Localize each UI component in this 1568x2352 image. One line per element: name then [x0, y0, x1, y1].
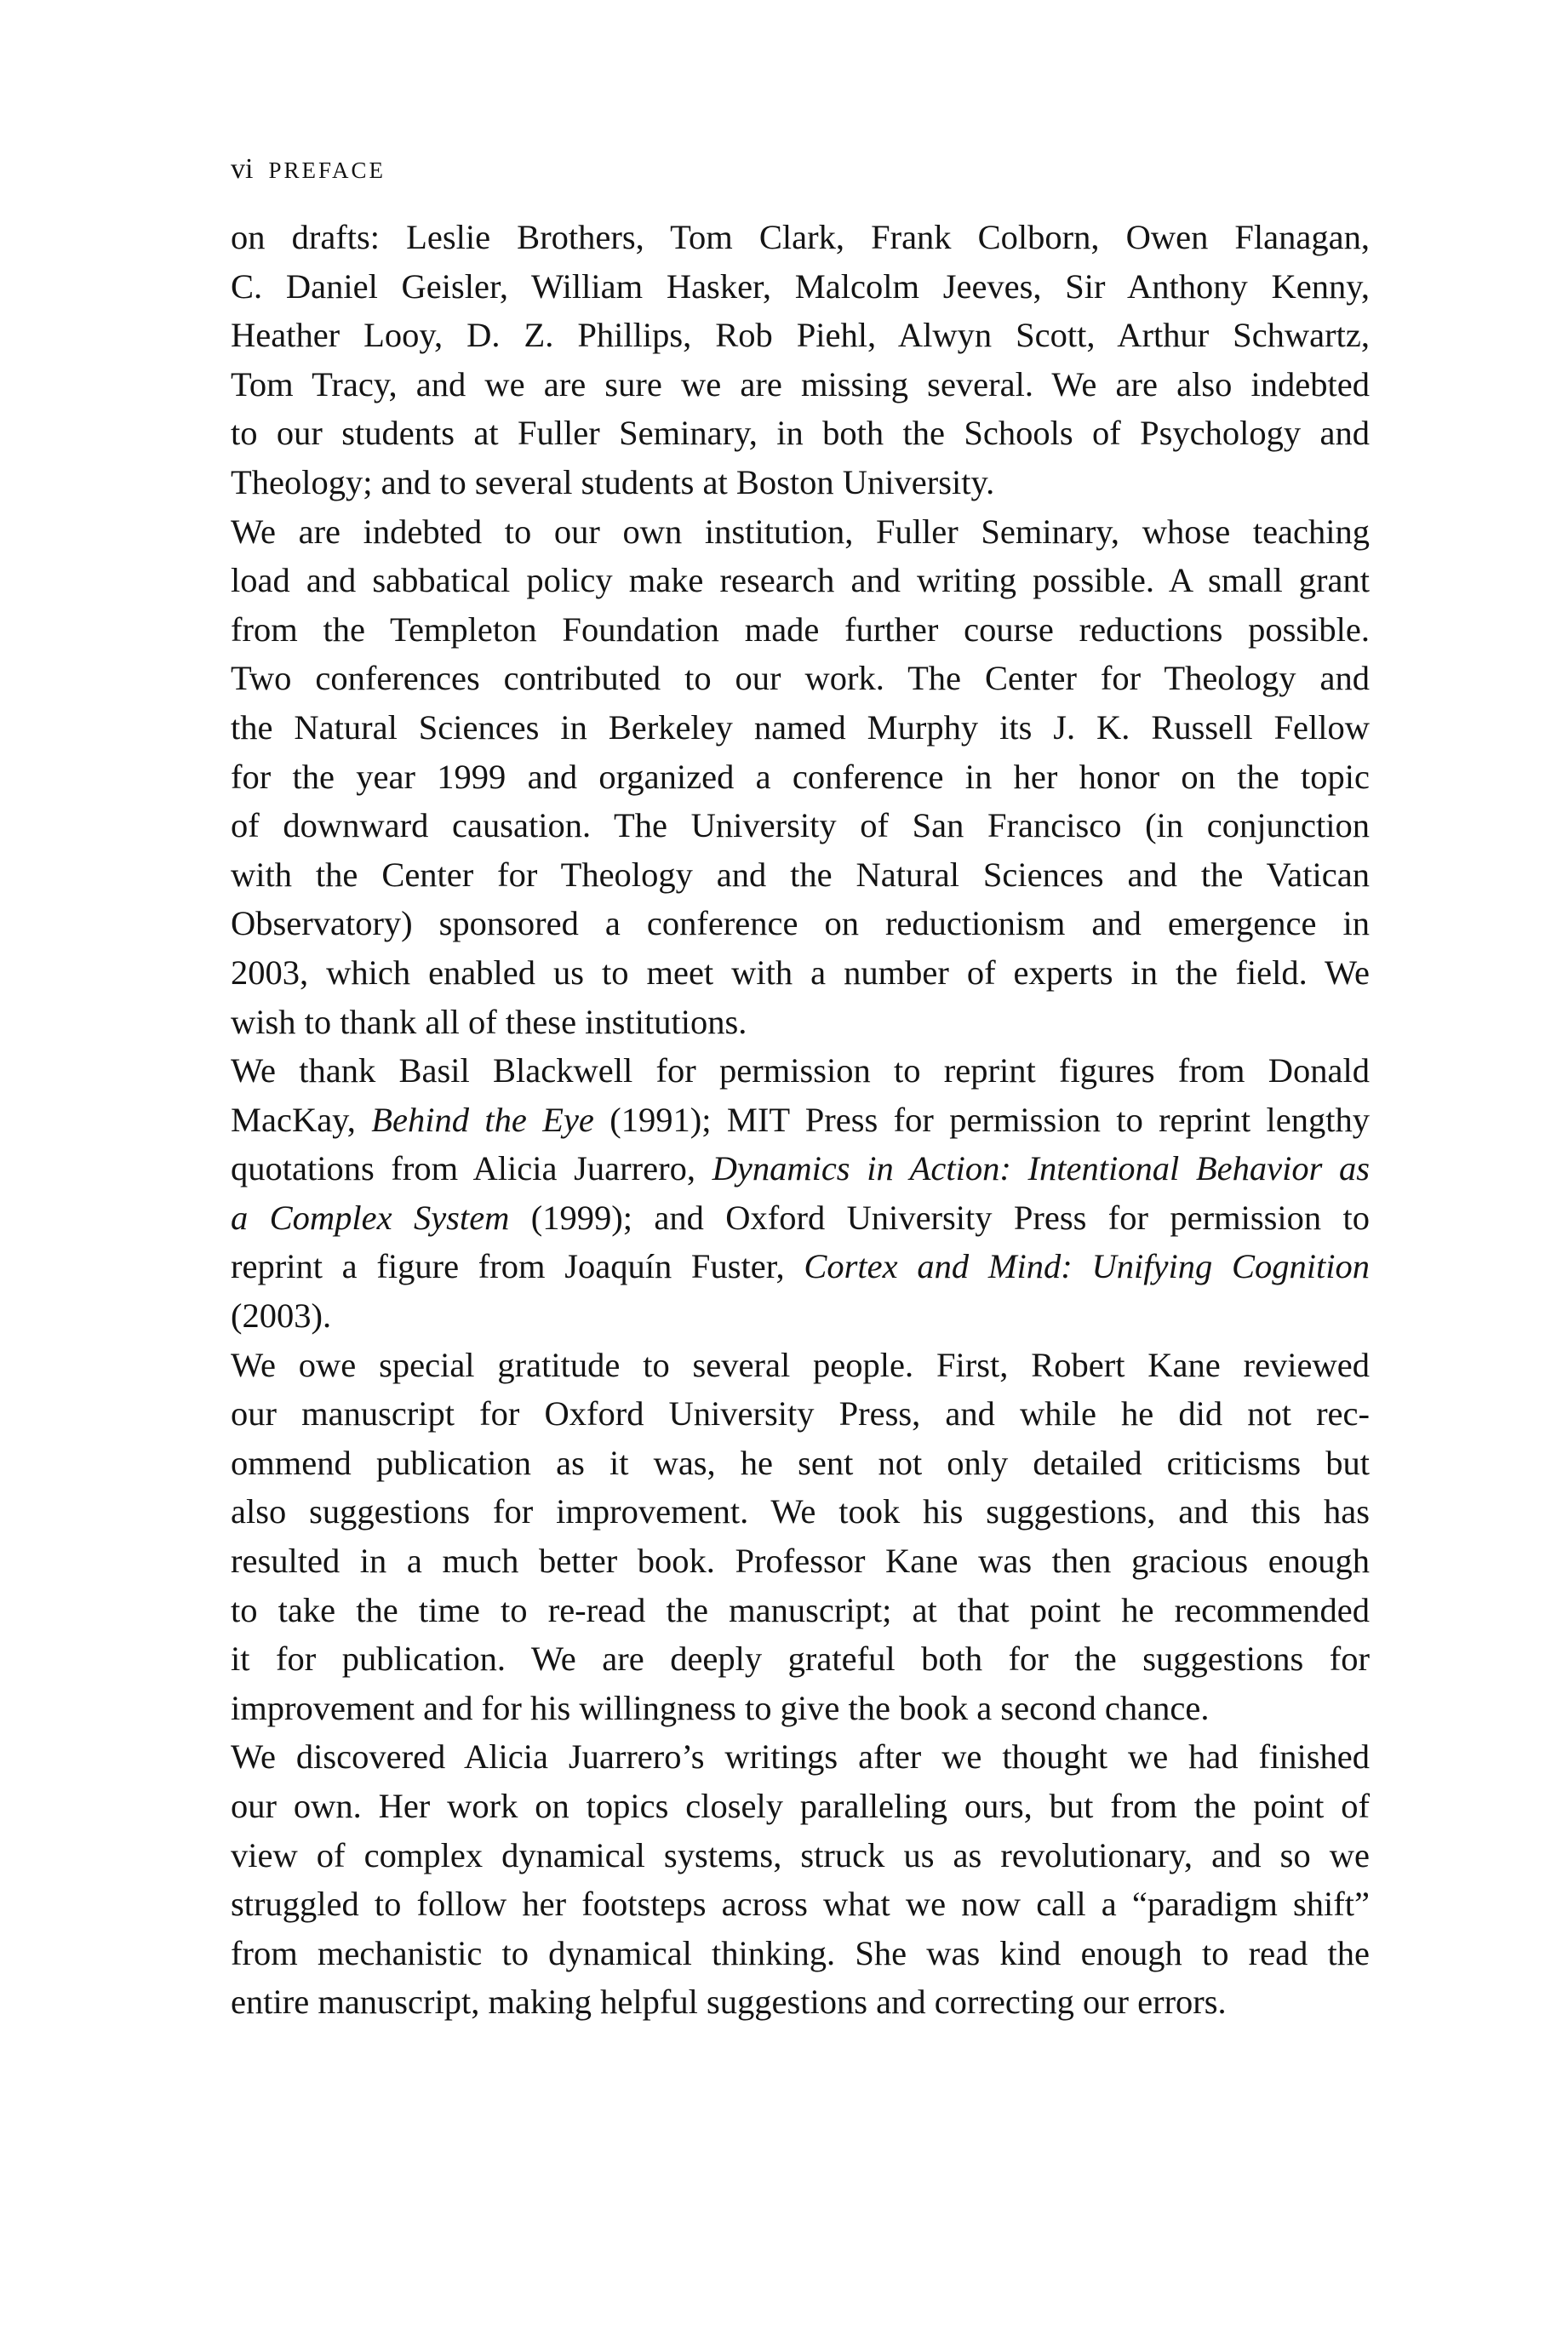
- text-line: (2003).: [231, 1296, 332, 1336]
- paragraph-acknowledgments-readers: [231, 213, 1370, 507]
- text-line: struggled to follow her footsteps across what we now call a “paradigm shift”: [231, 1885, 1370, 1924]
- text-line: improvement and for his willingness to give the book a second chance.: [231, 1688, 1210, 1727]
- text-line: from the Templeton Foundation made further course reductions possible.: [231, 609, 1370, 649]
- text-line: Theology; and to several students at Boston University.: [231, 462, 995, 501]
- italic-book-title: a Complex System: [231, 1198, 510, 1237]
- text-line: We thank Basil Blackwell for permission to reprint figures from Donald: [231, 1051, 1370, 1090]
- text-line: Heather Looy, D. Z. Phillips, Rob Piehl, Alwyn Scott, Arthur Schwartz,: [231, 316, 1370, 355]
- text-line: ommend publication as it was, he sent not only detailed criticisms but: [231, 1443, 1370, 1482]
- body-text: [231, 213, 1370, 2027]
- text-line: resulted in a much better book. Professor Kane was then gracious enough: [231, 1542, 1370, 1581]
- text-line: it for publication. We are deeply grateful both for the suggestions for: [231, 1640, 1370, 1679]
- text-line: a Complex System (1999); and Oxford University Press for permission to: [231, 1198, 1370, 1237]
- text-line: load and sabbatical policy make research and writing possible. A small grant: [231, 561, 1370, 600]
- italic-book-title: Behind the Eye: [371, 1100, 594, 1139]
- text-line: also suggestions for improvement. We took his suggestions, and this has: [231, 1492, 1370, 1531]
- text-line: to take the time to re-read the manuscript; at that point he recommended: [231, 1590, 1370, 1629]
- text-line: our own. Her work on topics closely paralleling ours, but from the point of: [231, 1787, 1370, 1825]
- italic-book-title: Dynamics in Action: Intentional Behavior as: [712, 1149, 1370, 1188]
- page-number: vi: [231, 153, 254, 185]
- text-line: the Natural Sciences in Berkeley named Murphy its J. K. Russell Fellow: [231, 707, 1370, 747]
- text-line: our manuscript for Oxford University Press, and while he did not rec-: [231, 1394, 1370, 1434]
- paragraph-kane: [231, 1341, 1370, 1733]
- text-line: Observatory) sponsored a conference on reductionism and emergence in: [231, 904, 1370, 943]
- text-line: Two conferences contributed to our work. The Center for Theology and: [231, 659, 1370, 698]
- text-line: entire manuscript, making helpful suggestions and correcting our errors.: [231, 1983, 1227, 2022]
- text-line: with the Center for Theology and the Natural Sciences and the Vatican: [231, 855, 1370, 894]
- italic-book-title: Cortex and Mind: Unifying Cognition: [804, 1247, 1370, 1286]
- text-line: MacKay, Behind the Eye (1991); MIT Press for permission to reprint lengthy: [231, 1100, 1370, 1139]
- text-line: quotations from Alicia Juarrero, Dynamics in Action: Intentional Behavior as: [231, 1149, 1370, 1188]
- text-line: reprint a figure from Joaquín Fuster, Cortex and Mind: Unifying Cognition: [231, 1247, 1370, 1286]
- text-line: Tom Tracy, and we are sure we are missing several. We are also indebted: [231, 364, 1370, 403]
- text-line: of downward causation. The University of San Francisco (in conjunction: [231, 806, 1370, 845]
- text-line: wish to thank all of these institutions.: [231, 1002, 747, 1041]
- running-head-title: PREFACE: [268, 157, 386, 183]
- text-line: to our students at Fuller Seminary, in both the Schools of Psychology and: [231, 414, 1370, 453]
- text-line: view of complex dynamical systems, struck us as revolutionary, and so we: [231, 1835, 1370, 1874]
- text-line: C. Daniel Geisler, William Hasker, Malcolm Jeeves, Sir Anthony Kenny,: [231, 266, 1370, 306]
- text-line: on drafts: Leslie Brothers, Tom Clark, Frank Colborn, Owen Flanagan,: [231, 218, 1370, 256]
- running-head: [231, 152, 386, 187]
- text-line: for the year 1999 and organized a conference in her honor on the topic: [231, 757, 1370, 796]
- paragraph-institutions: [231, 507, 1370, 1047]
- text-line: 2003, which enabled us to meet with a number of experts in the field. We: [231, 953, 1370, 992]
- paragraph-juarrero: [231, 1732, 1370, 2027]
- text-line: We owe special gratitude to several people. First, Robert Kane reviewed: [231, 1345, 1370, 1384]
- text-line: We are indebted to our own institution, Fuller Seminary, whose teaching: [231, 512, 1370, 551]
- text-line: from mechanistic to dynamical thinking. She was kind enough to read the: [231, 1933, 1370, 1972]
- paragraph-permissions: [231, 1046, 1370, 1341]
- text-line: We discovered Alicia Juarrero’s writings after we thought we had finished: [231, 1737, 1370, 1777]
